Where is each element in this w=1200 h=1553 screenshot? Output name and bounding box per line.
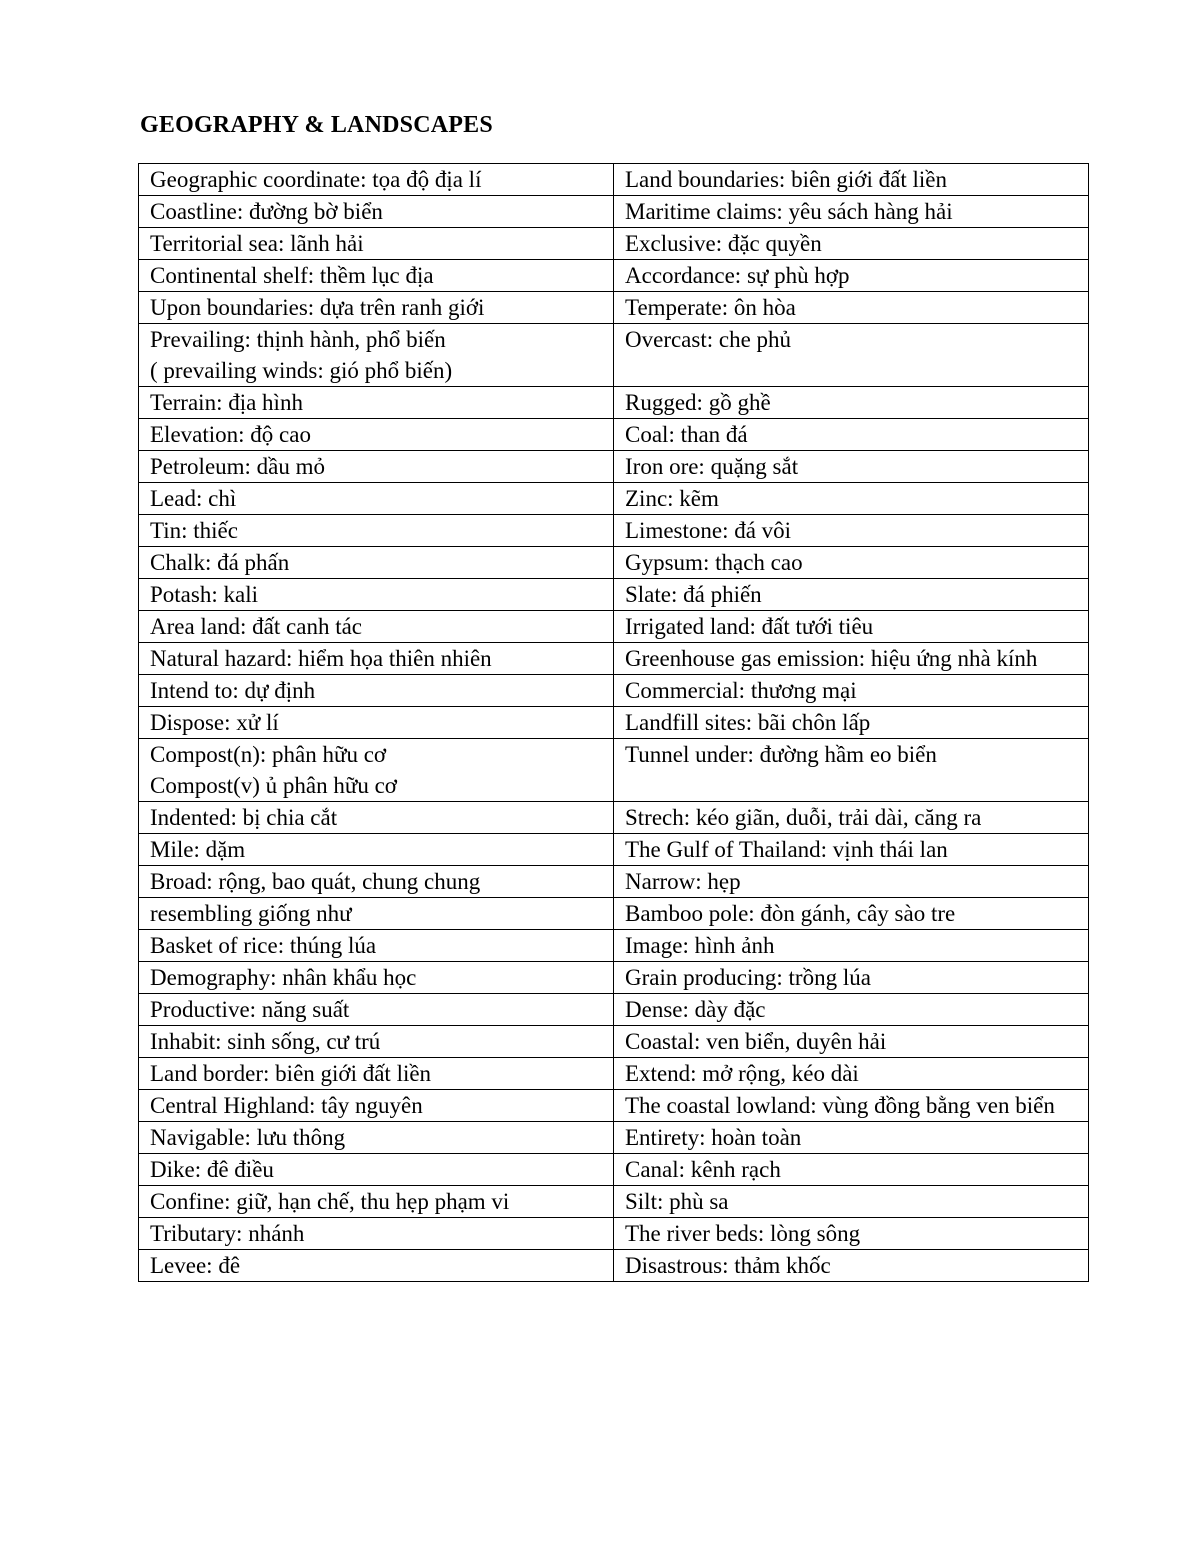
vocab-entry-text: Dense: dày đặc [625,997,766,1022]
vocab-cell-right [614,292,1089,324]
vocab-cell-left [139,802,614,834]
vocab-row [139,1218,1089,1250]
vocab-row [139,483,1089,515]
vocab-cell-left [139,962,614,994]
vocab-cell-right [614,802,1089,834]
vocab-cell-right [614,419,1089,451]
vocab-cell-left [139,1250,614,1282]
vocab-cell-left [139,1122,614,1154]
vocab-cell-right [614,547,1089,579]
vocab-entry-text: resembling giống như [150,901,352,926]
vocab-entry-text: Natural hazard: hiểm họa thiên nhiên [150,646,492,671]
vocab-entry-text: Coastal: ven biển, duyên hải [625,1029,887,1054]
vocab-row [139,515,1089,547]
vocab-cell-left [139,515,614,547]
vocab-cell-left [139,547,614,579]
vocab-row [139,866,1089,898]
vocab-entry-text: Silt: phù sa [625,1189,729,1214]
vocab-cell-left [139,228,614,260]
vocab-cell-right [614,1250,1089,1282]
vocab-cell-right [614,579,1089,611]
vocab-cell-right [614,834,1089,866]
vocab-cell-left [139,1090,614,1122]
vocab-entry-text: Lead: chì [150,486,237,511]
vocab-row [139,387,1089,419]
vocab-row [139,675,1089,707]
vocab-row [139,898,1089,930]
vocab-cell-right [614,515,1089,547]
vocab-entry-text: Image: hình ảnh [625,933,775,958]
vocab-entry-text: Limestone: đá vôi [625,518,792,543]
vocab-entry-text: Extend: mở rộng, kéo dài [625,1061,859,1086]
vocab-entry-text: Zinc: kẽm [625,486,719,511]
vocab-entry-text: Slate: đá phiến [625,582,762,607]
vocab-row [139,164,1089,196]
vocab-entry-text: Accordance: sự phù hợp [625,263,850,288]
vocab-cell-left [139,1058,614,1090]
vocab-cell-left [139,1218,614,1250]
vocab-row [139,260,1089,292]
vocab-entry-text: Geographic coordinate: tọa độ địa lí [150,167,482,192]
vocab-cell-right [614,1154,1089,1186]
vocab-entry-text: Mile: dặm [150,837,246,862]
vocab-cell-left [139,196,614,228]
vocab-cell-right [614,1026,1089,1058]
vocab-entry-text: Iron ore: quặng sắt [625,454,799,479]
vocab-cell-left [139,451,614,483]
vocab-row [139,196,1089,228]
vocab-cell-right [614,898,1089,930]
vocab-cell-right [614,228,1089,260]
vocab-cell-left [139,387,614,419]
vocab-cell-right [614,962,1089,994]
vocab-cell-left [139,834,614,866]
vocab-cell-right [614,260,1089,292]
vocab-entry-text: Rugged: gồ ghề [625,390,771,415]
vocab-entry-text: The Gulf of Thailand: vịnh thái lan [625,837,948,862]
vocab-entry-text: Overcast: che phủ [625,327,792,352]
vocab-entry-text: Narrow: hẹp [625,869,741,894]
vocab-entry-text: The river beds: lòng sông [625,1221,861,1246]
vocab-cell-right [614,483,1089,515]
vocab-cell-right [614,387,1089,419]
vocab-row [139,834,1089,866]
vocab-cell-right [614,611,1089,643]
vocab-entry-text: Navigable: lưu thông [150,1125,346,1150]
vocab-entry-text: Basket of rice: thúng lúa [150,933,377,958]
vocab-entry-text: Demography: nhân khẩu học [150,965,417,990]
vocab-entry-text: Intend to: dự định [150,678,316,703]
vocab-row [139,547,1089,579]
vocab-row [139,1154,1089,1186]
vocab-entry-text: Levee: đê [150,1253,241,1278]
vocab-cell-right [614,1218,1089,1250]
vocab-cell-left [139,611,614,643]
vocab-entry-text: Grain producing: trồng lúa [625,965,871,990]
vocab-cell-right [614,164,1089,196]
vocabulary-table [138,163,1089,1282]
vocab-entry-text: Coastline: đường bờ biển [150,199,383,224]
vocab-entry-text: Compost(v) ủ phân hữu cơ [150,773,397,798]
vocab-cell-right [614,196,1089,228]
vocab-entry-text: Temperate: ôn hòa [625,295,796,320]
vocab-cell-left [139,260,614,292]
vocab-cell-left [139,1154,614,1186]
vocab-cell-right [614,1058,1089,1090]
vocab-entry-text: Productive: năng suất [150,997,350,1022]
vocab-entry-text: Land border: biên giới đất liền [150,1061,432,1086]
vocab-row [139,643,1089,675]
vocab-entry-text: Irrigated land: đất tưới tiêu [625,614,874,639]
page-title: GEOGRAPHY & LANDSCAPES [140,112,493,138]
vocab-row [139,292,1089,324]
vocab-cell-right [614,1122,1089,1154]
vocab-entry-text: Central Highland: tây nguyên [150,1093,423,1118]
vocab-entry-text: Canal: kênh rạch [625,1157,781,1182]
vocab-cell-right [614,866,1089,898]
vocab-row [139,994,1089,1026]
vocab-cell-left [139,1186,614,1218]
vocab-entry-text: Indented: bị chia cắt [150,805,338,830]
vocab-cell-left [139,1026,614,1058]
vocab-cell-left [139,930,614,962]
vocab-entry-text: Dispose: xử lí [150,710,279,735]
vocab-cell-right [614,324,1089,387]
vocab-entry-text: Greenhouse gas emission: hiệu ứng nhà kính [625,646,1038,671]
vocab-row [139,611,1089,643]
vocab-entry-text: Bamboo pole: đòn gánh, cây sào tre [625,901,956,926]
vocab-row [139,930,1089,962]
vocab-row [139,579,1089,611]
vocab-entry-text: Chalk: đá phấn [150,550,290,575]
vocab-row [139,451,1089,483]
vocab-entry-text: Continental shelf: thềm lục địa [150,263,434,288]
vocab-entry-text: Coal: than đá [625,422,748,447]
vocab-entry-text: ( prevailing winds: gió phổ biến) [150,358,453,383]
vocab-cell-right [614,739,1089,802]
vocab-cell-left [139,707,614,739]
vocab-row [139,1186,1089,1218]
vocab-entry-text: Petroleum: dầu mỏ [150,454,326,479]
vocab-cell-left [139,675,614,707]
vocab-entry-text: Land boundaries: biên giới đất liền [625,167,947,192]
vocab-cell-left [139,579,614,611]
vocab-row [139,707,1089,739]
vocab-entry-text: Terrain: địa hình [150,390,303,415]
vocab-row [139,1250,1089,1282]
vocab-cell-right [614,675,1089,707]
vocab-cell-right [614,1186,1089,1218]
vocab-entry-text: Confine: giữ, hạn chế, thu hẹp phạm vi [150,1189,510,1214]
vocab-entry-text: Landfill sites: bãi chôn lấp [625,710,871,735]
vocab-cell-left [139,292,614,324]
vocab-entry-text: Strech: kéo giãn, duỗi, trải dài, căng ra [625,805,982,830]
vocab-cell-left [139,898,614,930]
vocab-row [139,1122,1089,1154]
vocab-entry-text: Broad: rộng, bao quát, chung chung [150,869,481,894]
vocab-cell-right [614,643,1089,675]
vocab-cell-left [139,483,614,515]
vocab-cell-left [139,739,614,802]
vocab-entry-text: Prevailing: thịnh hành, phổ biến [150,327,446,352]
vocab-entry-text: Inhabit: sinh sống, cư trú [150,1029,381,1054]
vocab-row [139,1026,1089,1058]
vocab-entry-text: Upon boundaries: dựa trên ranh giới [150,295,485,320]
vocab-row [139,802,1089,834]
vocab-entry-text: Compost(n): phân hữu cơ [150,742,387,767]
vocab-cell-left [139,164,614,196]
vocab-cell-right [614,1090,1089,1122]
vocab-entry-text: Potash: kali [150,582,258,607]
vocab-row [139,1058,1089,1090]
vocab-cell-left [139,866,614,898]
vocab-entry-text: Disastrous: thảm khốc [625,1253,831,1278]
vocab-row [139,962,1089,994]
vocab-entry-text: Dike: đê điều [150,1157,274,1182]
vocab-row [139,419,1089,451]
vocab-entry-text: Area land: đất canh tác [150,614,362,639]
vocab-entry-text: Exclusive: đặc quyền [625,231,822,256]
vocab-entry-text: Territorial sea: lãnh hải [150,231,364,256]
vocab-entry-text: Maritime claims: yêu sách hàng hải [625,199,953,224]
vocab-cell-right [614,451,1089,483]
vocab-cell-right [614,707,1089,739]
vocab-cell-right [614,994,1089,1026]
vocab-cell-left [139,643,614,675]
vocab-entry-text: Tin: thiếc [150,518,238,543]
vocab-entry-text: Commercial: thương mại [625,678,857,703]
vocab-row [139,324,1089,387]
vocab-cell-right [614,930,1089,962]
vocab-cell-left [139,994,614,1026]
vocab-entry-text: The coastal lowland: vùng đồng bằng ven biển [625,1093,1055,1118]
vocab-row [139,739,1089,802]
vocab-entry-text: Tunnel under: đường hầm eo biển [625,742,937,767]
vocab-entry-text: Elevation: độ cao [150,422,311,447]
vocabulary-table-body [139,164,1089,1282]
vocab-entry-text: Gypsum: thạch cao [625,550,803,575]
vocab-row [139,1090,1089,1122]
vocab-row [139,228,1089,260]
vocab-cell-left [139,324,614,387]
vocab-entry-text: Tributary: nhánh [150,1221,305,1246]
vocab-entry-text: Entirety: hoàn toàn [625,1125,802,1150]
vocab-cell-left [139,419,614,451]
